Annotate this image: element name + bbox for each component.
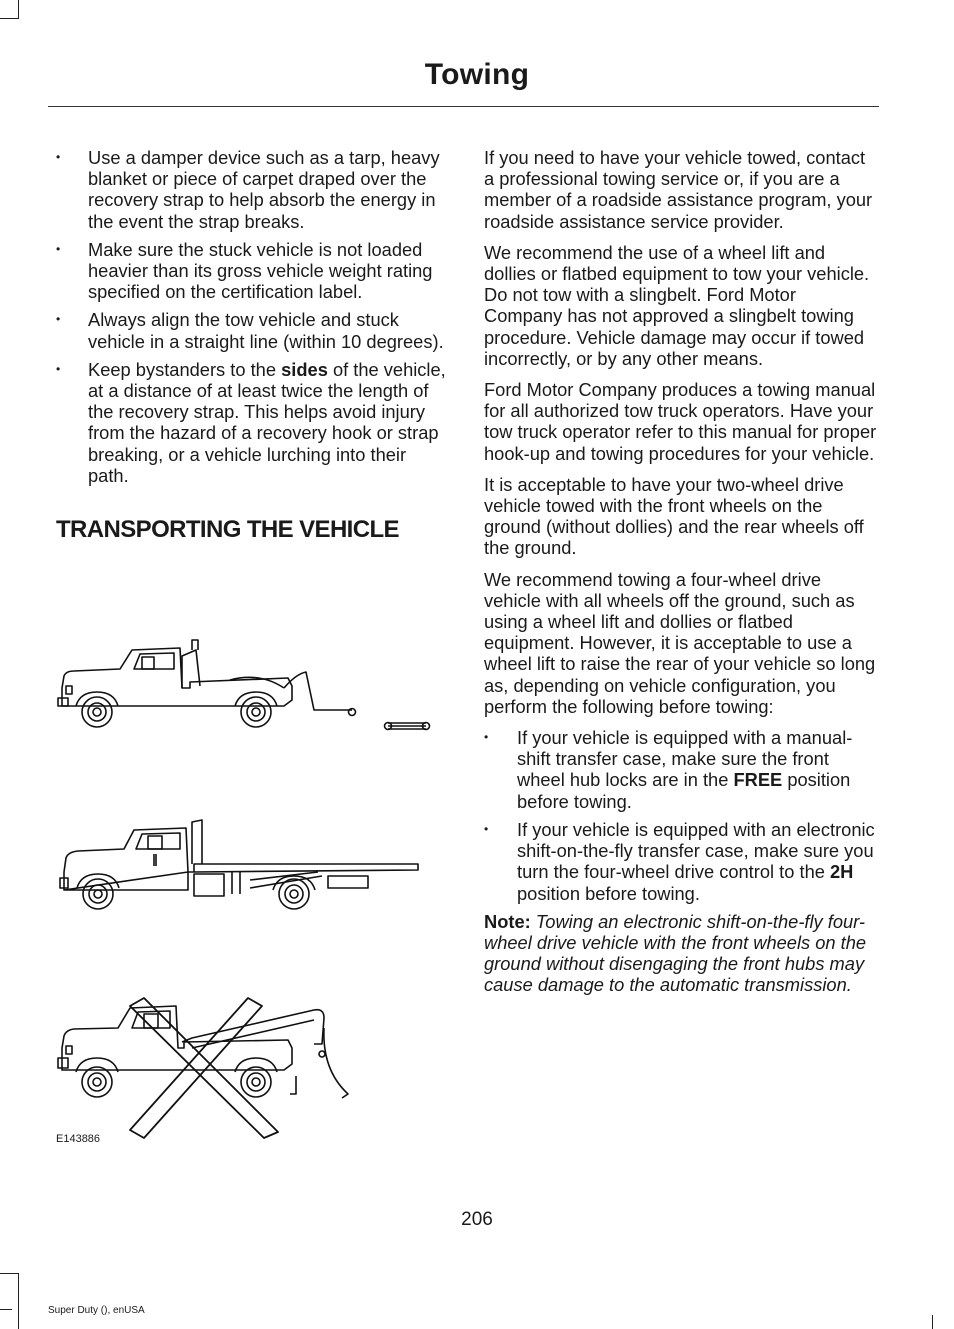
paragraph: We recommend the use of a wheel lift and dollies or flatbed equipment to tow your vehicle. Do not tow with a slingbelt. Ford Motor Company has not approved a slingbelt towing procedure. Vehicle damage may occur if towed incorrectly, or by any other means. — [484, 241, 870, 369]
crop-mark — [932, 1315, 933, 1329]
page-number: 206 — [461, 1209, 493, 1230]
list-item: • If your vehicle is equipped with an electronic shift-on-the-fly transfer case, make sure you turn the four-wheel drive control to the 2H position before towing. — [484, 819, 879, 904]
paragraph: We recommend towing a four-wheel drive vehicle with all wheels off the ground, such as using a wheel lift and dollies or flatbed equipment. However, it is acceptable to use a wheel lift to raise the rear of your vehicle so long as, depending on vehicle configuration, you perform the following before towing: — [484, 568, 876, 717]
crop-mark — [0, 18, 19, 19]
emphasis-sides: sides — [281, 358, 328, 380]
tow-truck-illustration — [52, 636, 442, 1151]
paragraph: Ford Motor Company produces a towing manual for all authorized tow truck operators. Have your tow truck operator refer to this manual for proper hook-up and towing procedures for your vehicle. — [484, 379, 877, 464]
list-item: • Use a damper device such as a tarp, heavy blanket or piece of carpet draped over the recovery strap to help absorb the energy in the event the strap breaks. — [56, 147, 448, 232]
crop-mark — [0, 1309, 12, 1310]
right-bullet-list — [484, 727, 879, 904]
header-divider — [48, 106, 879, 107]
prohibited-cross-icon — [130, 998, 278, 1138]
note — [484, 911, 879, 996]
left-column — [56, 147, 448, 546]
paragraph: If you need to have your vehicle towed, contact a professional towing service or, if you are a member of a roadside assistance program, your roadside assistance service provider. — [484, 147, 873, 232]
list-item: • Always align the tow vehicle and stuck vehicle in a straight line (within 10 degrees). — [56, 309, 448, 351]
list-item: • Make sure the stuck vehicle is not loaded heavier than its gross vehicle weight rating specified on the certification label. — [56, 239, 448, 303]
emphasis-free: FREE — [733, 769, 783, 791]
page-title: Towing — [424, 58, 530, 91]
wheel-lift-truck-drawing — [58, 640, 430, 730]
right-column — [484, 147, 879, 1006]
crop-mark — [18, 0, 19, 19]
emphasis-2h: 2H — [829, 861, 854, 883]
paragraph: It is acceptable to have your two-wheel drive vehicle towed with the front wheels on the ground (without dollies) and the rear wheels off the ground. — [484, 473, 864, 559]
section-heading: TRANSPORTING THE VEHICLE — [56, 516, 399, 544]
figure-label: E143886 — [56, 1133, 101, 1145]
note-text: Towing an electronic shift-on-the-fly four-wheel drive vehicle with the front wheels on the ground without disengaging the front hubs may cause damage to the automatic transmission. — [484, 910, 867, 996]
list-item: • Keep bystanders to the sides of the vehicle, at a distance of at least twice the length of the recovery strap. This helps avoid injury from the hazard of a recovery hook or strap breaking, or a vehicle lurching into their path. — [56, 359, 448, 486]
hook-tow-truck-drawing — [58, 998, 348, 1138]
crop-mark — [0, 1273, 19, 1274]
flatbed-truck-drawing — [60, 820, 418, 909]
list-item: • If your vehicle is equipped with a manual-shift transfer case, make sure the front wheel hub locks are in the FREE position before towing. — [484, 727, 879, 812]
footer-text: Super Duty (), enUSA — [48, 1305, 145, 1316]
crop-mark — [18, 1273, 19, 1329]
left-bullet-list — [56, 147, 448, 486]
note-label: Note: — [484, 910, 531, 932]
